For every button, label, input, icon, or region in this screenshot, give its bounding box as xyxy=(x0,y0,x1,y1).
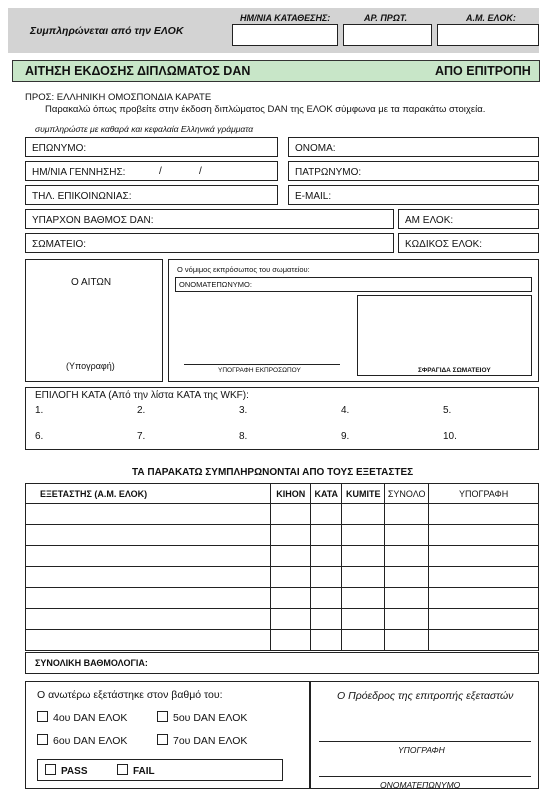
birth-date-field[interactable] xyxy=(25,161,278,181)
phone-label: ΤΗΛ. ΕΠΙΚΟΙΝΩΝΙΑΣ: xyxy=(32,191,132,202)
email-label: E-MAIL: xyxy=(295,191,332,202)
passed-grade-text: Ο ανωτέρω εξετάστηκε στον βαθμό του: xyxy=(37,689,223,701)
signature-cell[interactable] xyxy=(429,546,539,567)
option-6th-dan-label: 6ου DAN ΕΛΟΚ xyxy=(53,735,128,747)
examiner-cell[interactable] xyxy=(26,504,271,525)
birth-date-label: ΗΜ/ΝΙΑ ΓΕΝΝΗΣΗΣ: xyxy=(32,167,126,178)
kata-choice-5[interactable]: 5. xyxy=(443,405,452,416)
kumite-cell[interactable] xyxy=(342,588,385,609)
examiner-row xyxy=(26,567,539,588)
club-label: ΣΩΜΑΤΕΙΟ: xyxy=(32,239,87,250)
option-6th-dan[interactable] xyxy=(37,734,127,747)
kata-choice-4[interactable]: 4. xyxy=(341,405,350,416)
total-score-label: ΣΥΝΟΛΙΚΗ ΒΑΘΜΟΛΟΓΙΑ: xyxy=(35,658,148,668)
kata-choice-8[interactable]: 8. xyxy=(239,431,248,442)
checkbox-6th-dan[interactable] xyxy=(37,734,48,745)
surname-field[interactable] xyxy=(25,137,278,157)
phone-field[interactable] xyxy=(25,185,278,205)
elok-reg-label: Α.Μ. ΕΛΟΚ: xyxy=(466,13,516,23)
examiner-row xyxy=(26,504,539,525)
signature-cell[interactable] xyxy=(429,525,539,546)
father-name-label: ΠΑΤΡΩΝΥΜΟ: xyxy=(295,167,362,178)
col-examiner: ΕΞΕΤΑΣΤΗΣ (Α.Μ. ΕΛΟΚ) xyxy=(26,484,271,504)
total-cell[interactable] xyxy=(385,588,429,609)
committee-president-label: Ο Πρόεδρος της επιτροπής εξεταστών xyxy=(337,690,514,702)
kihon-cell[interactable] xyxy=(271,504,311,525)
kata-cell[interactable] xyxy=(311,630,342,651)
col-kata: ΚΑΤΑ xyxy=(311,484,342,504)
name-label: ΟΝΟΜΑ: xyxy=(295,143,336,154)
kata-choice-10[interactable]: 10. xyxy=(443,431,457,442)
checkbox-4th-dan[interactable] xyxy=(37,711,48,722)
kata-choice-7[interactable]: 7. xyxy=(137,431,146,442)
option-5th-dan[interactable] xyxy=(157,711,247,724)
request-text: Παρακαλώ όπως προβείτε στην έκδοση διπλώματος DAN της ΕΛΟΚ σύμφωνα με τα παρακάτω στοιχεία. xyxy=(45,104,486,115)
signature-cell[interactable] xyxy=(429,630,539,651)
am-elok-field[interactable] xyxy=(398,209,539,229)
total-cell[interactable] xyxy=(385,567,429,588)
examiner-row xyxy=(26,609,539,630)
club-field[interactable] xyxy=(25,233,394,253)
club-stamp-label: ΣΦΡΑΓΙΔΑ ΣΩΜΑΤΕΙΟΥ xyxy=(418,367,491,374)
kihon-cell[interactable] xyxy=(271,609,311,630)
email-field[interactable] xyxy=(288,185,539,205)
kihon-cell[interactable] xyxy=(271,546,311,567)
elok-code-label: ΚΩΔΙΚΟΣ ΕΛΟΚ: xyxy=(405,239,483,250)
checkbox-5th-dan[interactable] xyxy=(157,711,168,722)
kihon-cell[interactable] xyxy=(271,588,311,609)
kata-cell[interactable] xyxy=(311,504,342,525)
kumite-cell[interactable] xyxy=(342,630,385,651)
submission-date-label: ΗΜ/ΝΙΑ ΚΑΤΑΘΕΣΗΣ: xyxy=(240,13,331,23)
option-5th-dan-label: 5ου DAN ΕΛΟΚ xyxy=(173,712,248,724)
protocol-no-field[interactable] xyxy=(343,24,432,46)
signature-cell[interactable] xyxy=(429,588,539,609)
examiners-table xyxy=(25,483,539,651)
kumite-cell[interactable] xyxy=(342,546,385,567)
col-total: ΣΥΝΟΛΟ xyxy=(385,484,429,504)
kata-cell[interactable] xyxy=(311,567,342,588)
applicant-signature-label: (Υπογραφή) xyxy=(66,361,115,371)
committee-name-line xyxy=(319,776,531,777)
rep-signature-label: ΥΠΟΓΡΑΦΗ ΕΚΠΡΟΣΩΠΟΥ xyxy=(218,367,301,374)
name-field[interactable] xyxy=(288,137,539,157)
signature-cell[interactable] xyxy=(429,609,539,630)
kata-cell[interactable] xyxy=(311,546,342,567)
form-title-committee: ΑΠΟ ΕΠΙΤΡΟΠΗ xyxy=(435,64,531,78)
col-kumite: ΚUΜΙΤΕ xyxy=(342,484,385,504)
kumite-cell[interactable] xyxy=(342,525,385,546)
kata-choice-2[interactable]: 2. xyxy=(137,405,146,416)
elok-reg-field[interactable] xyxy=(437,24,539,46)
legal-rep-label: Ο νόμιμος εκπρόσωπος του σωματείου: xyxy=(177,265,310,274)
total-cell[interactable] xyxy=(385,525,429,546)
examiner-cell[interactable] xyxy=(26,546,271,567)
instruction-text: συμπληρώστε με καθαρά και κεφαλαία Ελληνικά γράμματα xyxy=(35,124,254,134)
birth-date-separator-2: / xyxy=(199,166,202,177)
kata-choice-1[interactable]: 1. xyxy=(35,405,44,416)
examiner-row xyxy=(26,525,539,546)
option-7th-dan-label: 7ου DAN ΕΛΟΚ xyxy=(173,735,248,747)
recipient-text: ΠΡΟΣ: ΕΛΛΗΝΙΚΗ ΟΜΟΣΠΟΝΔΙΑ ΚΑΡΑΤΕ xyxy=(25,92,212,103)
fail-checkbox[interactable] xyxy=(117,764,128,775)
birth-date-separator-1: / xyxy=(159,166,162,177)
kihon-cell[interactable] xyxy=(271,567,311,588)
examiners-section-title: ΤΑ ΠΑΡΑΚΑΤΩ ΣΥΜΠΛΗΡΩΝΟΝΤΑΙ ΑΠΟ ΤΟΥΣ ΕΞΕΤΑΣΤΕΣ xyxy=(132,467,414,478)
kumite-cell[interactable] xyxy=(342,504,385,525)
kihon-cell[interactable] xyxy=(271,525,311,546)
current-dan-label: ΥΠΑΡΧΟΝ ΒΑΘΜΟΣ DAN: xyxy=(32,215,154,226)
kihon-cell[interactable] xyxy=(271,630,311,651)
kata-choice-6[interactable]: 6. xyxy=(35,431,44,442)
club-stamp-box[interactable] xyxy=(357,295,532,376)
fail-option[interactable] xyxy=(117,764,155,777)
kata-selection-title: ΕΠΙΛΟΓΗ ΚΑΤΑ (Από την λίστα ΚΑΤΑ της WKF): xyxy=(35,390,249,401)
examiner-cell[interactable] xyxy=(26,630,271,651)
signature-cell[interactable] xyxy=(429,567,539,588)
fail-label: FAIL xyxy=(133,766,155,777)
option-7th-dan[interactable] xyxy=(157,734,247,747)
form-title: ΑΙΤΗΣΗ ΕΚΔΟΣΗΣ ΔΙΠΛΩΜΑΤΟΣ DAN xyxy=(25,64,251,78)
examiner-row xyxy=(26,546,539,567)
examiner-row xyxy=(26,588,539,609)
examiner-row xyxy=(26,630,539,651)
kata-cell[interactable] xyxy=(311,588,342,609)
pass-checkbox[interactable] xyxy=(45,764,56,775)
pass-option[interactable] xyxy=(45,764,88,777)
protocol-no-label: ΑΡ. ΠΡΩΤ. xyxy=(364,13,408,23)
examiner-cell[interactable] xyxy=(26,588,271,609)
committee-signature-label: ΥΠΟΓΡΑΦΗ xyxy=(398,745,445,755)
am-elok-label: ΑΜ ΕΛΟΚ: xyxy=(405,215,454,226)
total-cell[interactable] xyxy=(385,504,429,525)
total-cell[interactable] xyxy=(385,546,429,567)
kata-cell[interactable] xyxy=(311,609,342,630)
option-4th-dan-label: 4ου DAN ΕΛΟΚ xyxy=(53,712,128,724)
examiner-cell[interactable] xyxy=(26,525,271,546)
elok-code-field[interactable] xyxy=(398,233,539,253)
committee-name-label: ΟΝΟΜΑΤΕΠΩΝΥΜΟ xyxy=(380,780,461,790)
col-kihon: ΚΙΗΟΝ xyxy=(271,484,311,504)
submission-date-field[interactable] xyxy=(232,24,338,46)
examiner-cell[interactable] xyxy=(26,567,271,588)
pass-label: PASS xyxy=(61,766,88,777)
examiner-cell[interactable] xyxy=(26,609,271,630)
kumite-cell[interactable] xyxy=(342,567,385,588)
current-dan-field[interactable] xyxy=(25,209,394,229)
total-cell[interactable] xyxy=(385,630,429,651)
father-name-field[interactable] xyxy=(288,161,539,181)
kata-choice-9[interactable]: 9. xyxy=(341,431,350,442)
checkbox-7th-dan[interactable] xyxy=(157,734,168,745)
signature-cell[interactable] xyxy=(429,504,539,525)
kata-choice-3[interactable]: 3. xyxy=(239,405,248,416)
surname-label: ΕΠΩΝΥΜΟ: xyxy=(32,143,87,154)
kata-cell[interactable] xyxy=(311,525,342,546)
kumite-cell[interactable] xyxy=(342,609,385,630)
col-signature: ΥΠΟΓΡΑΦΗ xyxy=(429,484,539,504)
completed-by-elok-label: Συμπληρώνεται από την ΕΛΟΚ xyxy=(30,25,184,37)
total-cell[interactable] xyxy=(385,609,429,630)
option-4th-dan[interactable] xyxy=(37,711,127,724)
applicant-label: Ο ΑΙΤΩΝ xyxy=(71,277,112,288)
rep-full-name-label: ΟΝΟΜΑΤΕΠΩΝΥΜΟ: xyxy=(179,280,252,289)
committee-signature-line xyxy=(319,741,531,742)
rep-signature-line xyxy=(184,364,340,365)
